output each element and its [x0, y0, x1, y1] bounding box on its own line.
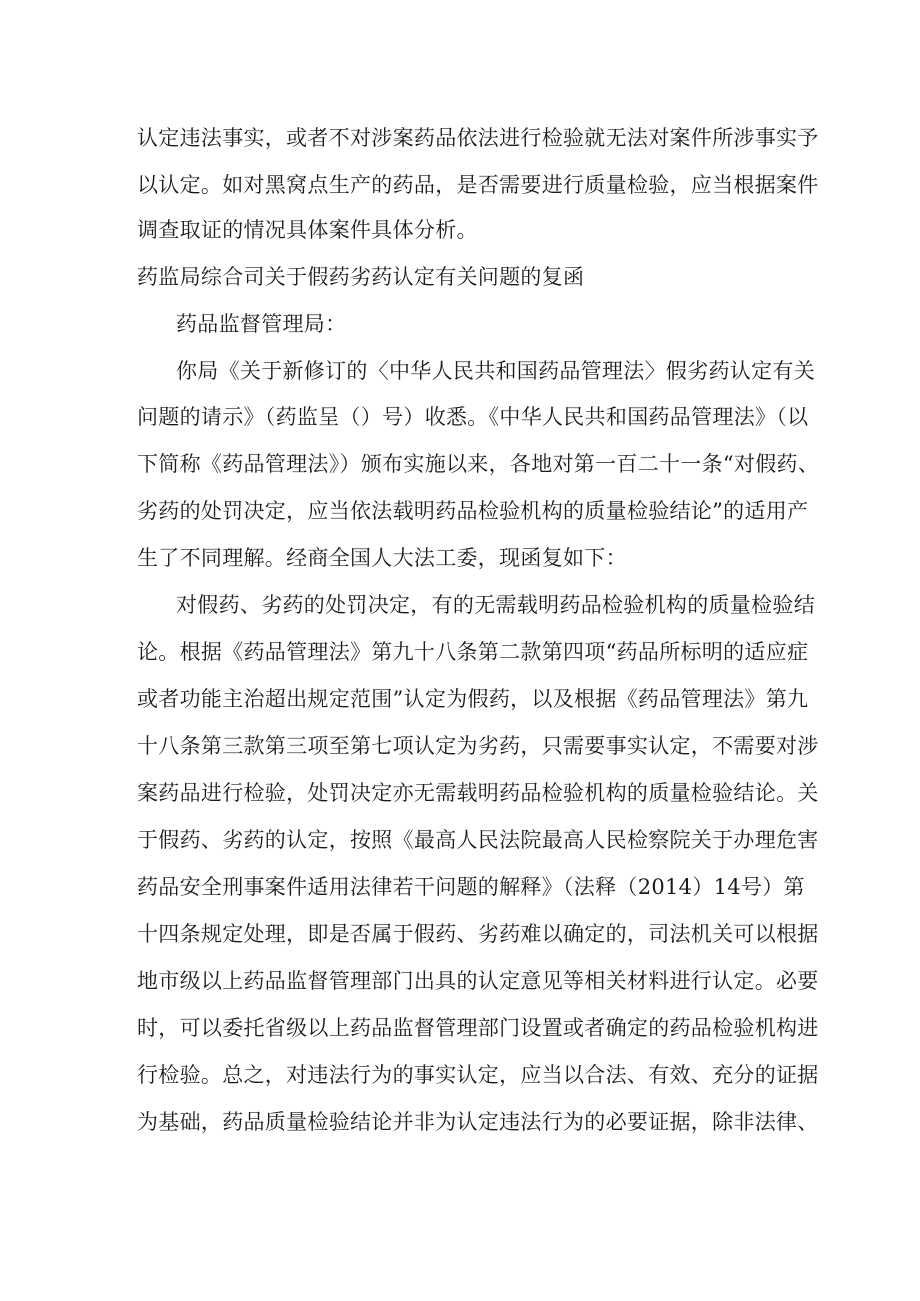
body-line-1: 认定违法事实，或者不对涉案药品依法进行检验就无法对案件所涉事实予 [137, 126, 819, 150]
body-line-3: 调查取证的情况具体案件具体分析。 [137, 218, 478, 242]
body-line-14: 十八条第三款第三项至第七项认定为劣药，只需要事实认定，不需要对涉 [137, 734, 819, 758]
body-line-17: 药品安全刑事案件适用法律若干问题的解释》（法释（2014）14号）第 [137, 875, 805, 899]
body-line-7: 问题的请示》（药监呈（）号）收悉。《中华人民共和国药品管理法》（以 [137, 405, 809, 429]
body-line-10: 生了不同理解。经商全国人大法工委，现函复如下： [137, 546, 627, 570]
body-line-12: 论。根据《药品管理法》第九十八条第二款第四项“药品所标明的适应症 [137, 640, 809, 664]
letter-title: 药监局综合司关于假药劣药认定有关问题的复函 [137, 265, 585, 289]
body-line-2: 以认定。如对黑窝点生产的药品，是否需要进行质量检验，应当根据案件 [137, 173, 819, 197]
body-line-8: 下简称《药品管理法》）颁布实施以来，各地对第一百二十一条“对假药、 [137, 452, 820, 476]
body-line-20: 时，可以委托省级以上药品监督管理部门设置或者确定的药品检验机构进 [137, 1016, 819, 1040]
body-line-18: 十四条规定处理，即是否属于假药、劣药难以确定的，司法机关可以根据 [137, 922, 819, 946]
body-line-11: 对假药、劣药的处罚决定，有的无需载明药品检验机构的质量检验结 [176, 593, 815, 617]
body-line-13: 或者功能主治超出规定范围”认定为假药，以及根据《药品管理法》第九 [137, 687, 809, 711]
addressee: 药品监督管理局： [176, 312, 347, 336]
body-line-21: 行检验。总之，对违法行为的事实认定，应当以合法、有效、充分的证据 [137, 1063, 819, 1087]
body-line-16: 于假药、劣药的认定，按照《最高人民法院最高人民检察院关于办理危害 [137, 828, 819, 852]
body-line-15: 案药品进行检验，处罚决定亦无需载明药品检验机构的质量检验结论。关 [137, 781, 819, 805]
body-line-22: 为基础，药品质量检验结论并非为认定违法行为的必要证据，除非法律、 [137, 1110, 819, 1134]
body-line-9: 劣药的处罚决定，应当依法载明药品检验机构的质量检验结论”的适用产 [137, 499, 809, 523]
body-line-6: 你局《关于新修订的〈中华人民共和国药品管理法〉假劣药认定有关 [176, 359, 815, 383]
body-line-19: 地市级以上药品监督管理部门出具的认定意见等相关材料进行认定。必要 [137, 969, 819, 993]
